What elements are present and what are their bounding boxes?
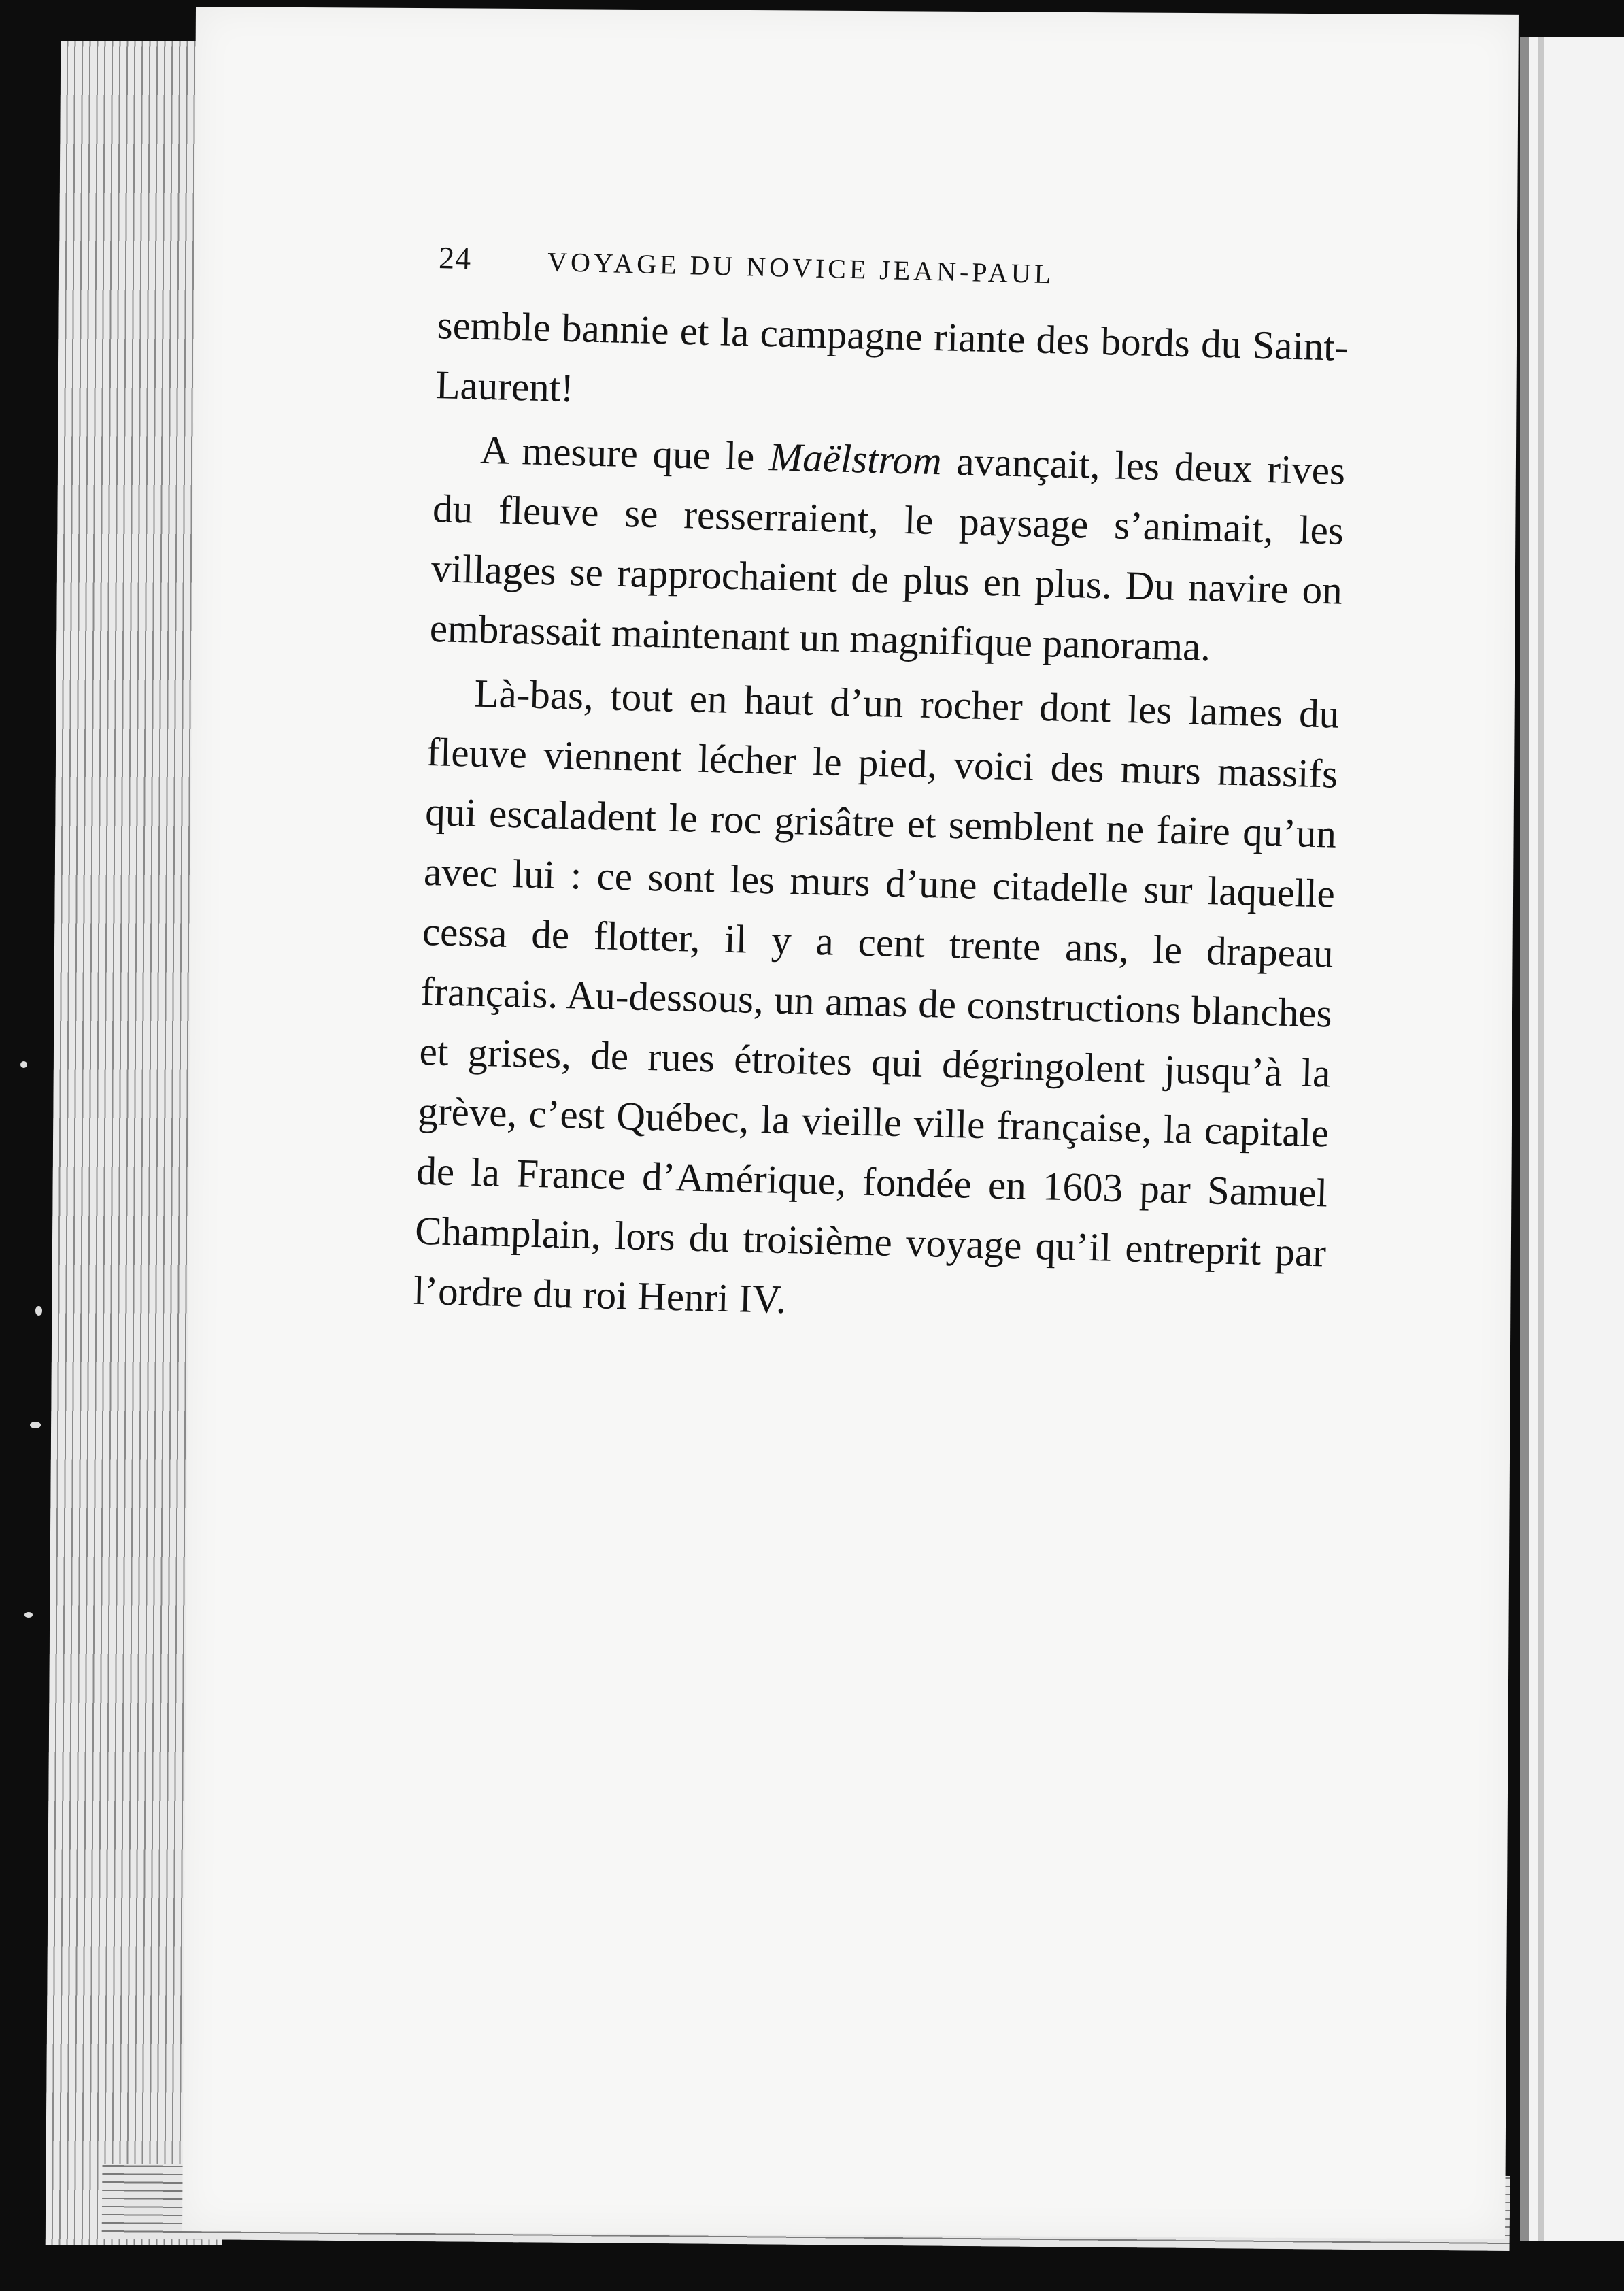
text-block (413, 239, 1350, 1342)
paragraph-2-text-after: avançait, les deux rives du fleuve se resserraient, le paysage s’animait, les villages se rapprochaient de plus en plus. Du navire on embrassait maintenant un magnifique panorama. (429, 438, 1346, 670)
facing-page-gutter (1538, 37, 1544, 2241)
paragraph-3-text: Là-bas, tout en haut d’un rocher dont les lames du fleuve viennent lécher le pied, voici des murs massifs qui escaladent le roc grisâtre et semblent ne faire qu’un avec lui : ce sont les murs d’une citadelle sur laquelle cessa de flotter, il y a cent trente ans, le drapeau français. Au-dessous, un amas de constructions blanches et grises, de rues étroites qui dégringolent jusqu’à la grève, c’est Québec, la vieille ville française, la capitale de la France d’Amérique, fondée en 1603 par Samuel Champlain, lors du troisième voyage qu’il entreprit par l’ordre du roi Henri IV. (413, 670, 1340, 1322)
paragraph-1 (435, 295, 1349, 437)
ship-name-italic: Maëlstrom (768, 434, 943, 484)
margin-speck (30, 1422, 41, 1428)
margin-speck (35, 1306, 42, 1316)
paragraph-2 (429, 418, 1346, 680)
paragraph-1-text: semble bannie et la campagne riante des bords du Saint-Laurent! (435, 302, 1349, 411)
page-number: 24 (438, 240, 472, 276)
margin-speck (20, 1061, 27, 1068)
body-text (413, 295, 1349, 1342)
running-title: VOYAGE DU NOVICE JEAN-PAUL (547, 246, 1055, 290)
paragraph-3 (413, 662, 1340, 1342)
facing-page-edge (1520, 37, 1624, 2241)
book-page (182, 7, 1519, 2239)
paragraph-2-text-before: A mesure que le (479, 427, 770, 480)
margin-speck (24, 1612, 33, 1618)
running-head (439, 239, 1351, 298)
